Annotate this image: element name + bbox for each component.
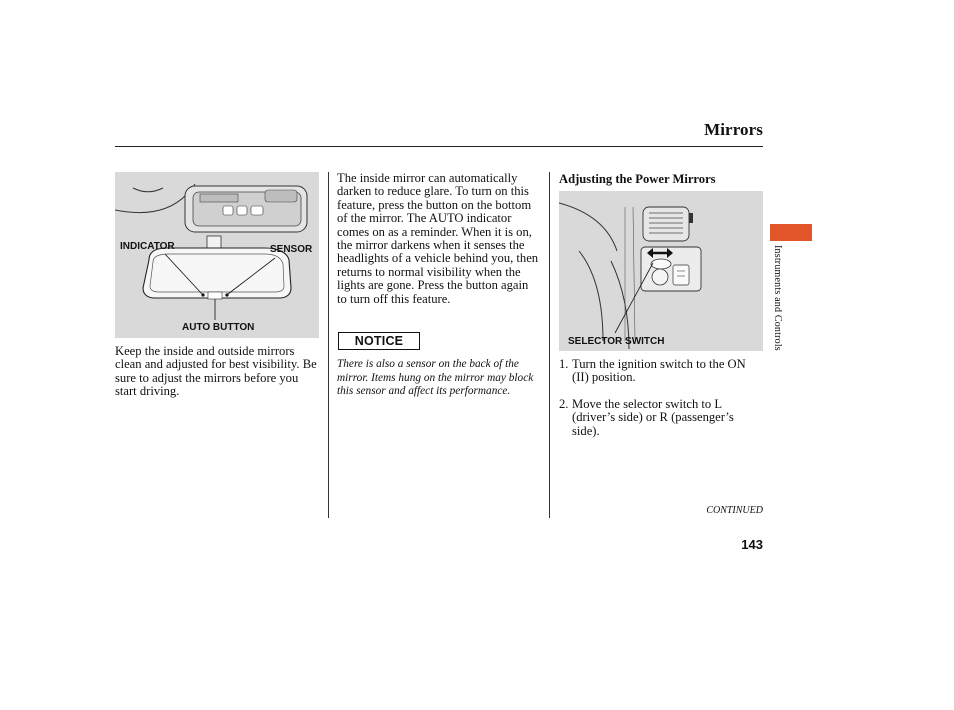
notice-label: NOTICE <box>338 332 420 350</box>
header-rule <box>115 146 763 147</box>
mirror-care-paragraph: Keep the inside and outside mirrors clean and adjusted for best visibility. Be sure to adjust the mirrors before you start driving. <box>115 344 317 399</box>
notice-text: There is also a sensor on the back of the mirror. Items hung on the mirror may block this sensor and affect its performance. <box>337 358 534 398</box>
section-tab <box>770 224 812 241</box>
indicator-callout: INDICATOR <box>120 241 175 252</box>
list-item <box>559 398 761 438</box>
step-number: 1. <box>559 357 569 371</box>
auto-button-callout: AUTO BUTTON <box>182 322 255 333</box>
sensor-callout: SENSOR <box>270 244 313 255</box>
selector-switch-callout: SELECTOR SWITCH <box>568 336 665 347</box>
selector-switch-illustration <box>559 191 763 351</box>
continued-label: CONTINUED <box>706 505 763 516</box>
mirror-figure <box>115 172 319 338</box>
step-text: Move the selector switch to L (driver’s side) or R (passenger’s side). <box>572 397 734 438</box>
step-number: 2. <box>559 397 569 411</box>
page-title: Mirrors <box>704 120 763 139</box>
selector-switch-figure <box>559 191 763 351</box>
step-text: Turn the ignition switch to the ON (II) position. <box>572 357 746 385</box>
section-label <box>771 245 785 375</box>
page-number: 143 <box>741 537 763 552</box>
auto-dimming-paragraph: The inside mirror can automatically darken to reduce glare. To turn on this feature, press the button on the bottom of the mirror. The AUTO indicator comes on as a reminder. When it is on, the mirror darkens when it senses the headlights of a vehicle behind you, then returns to normal visibility when the lights are gone. Press the button again to turn off this feature. <box>337 171 539 306</box>
mirror-illustration <box>115 172 319 338</box>
column-divider-2 <box>549 172 550 518</box>
steps-list <box>559 358 763 478</box>
section-label-text: Instruments and Controls <box>772 245 783 351</box>
list-item <box>559 358 761 385</box>
power-mirrors-heading: Adjusting the Power Mirrors <box>559 172 716 186</box>
column-divider-1 <box>328 172 329 518</box>
